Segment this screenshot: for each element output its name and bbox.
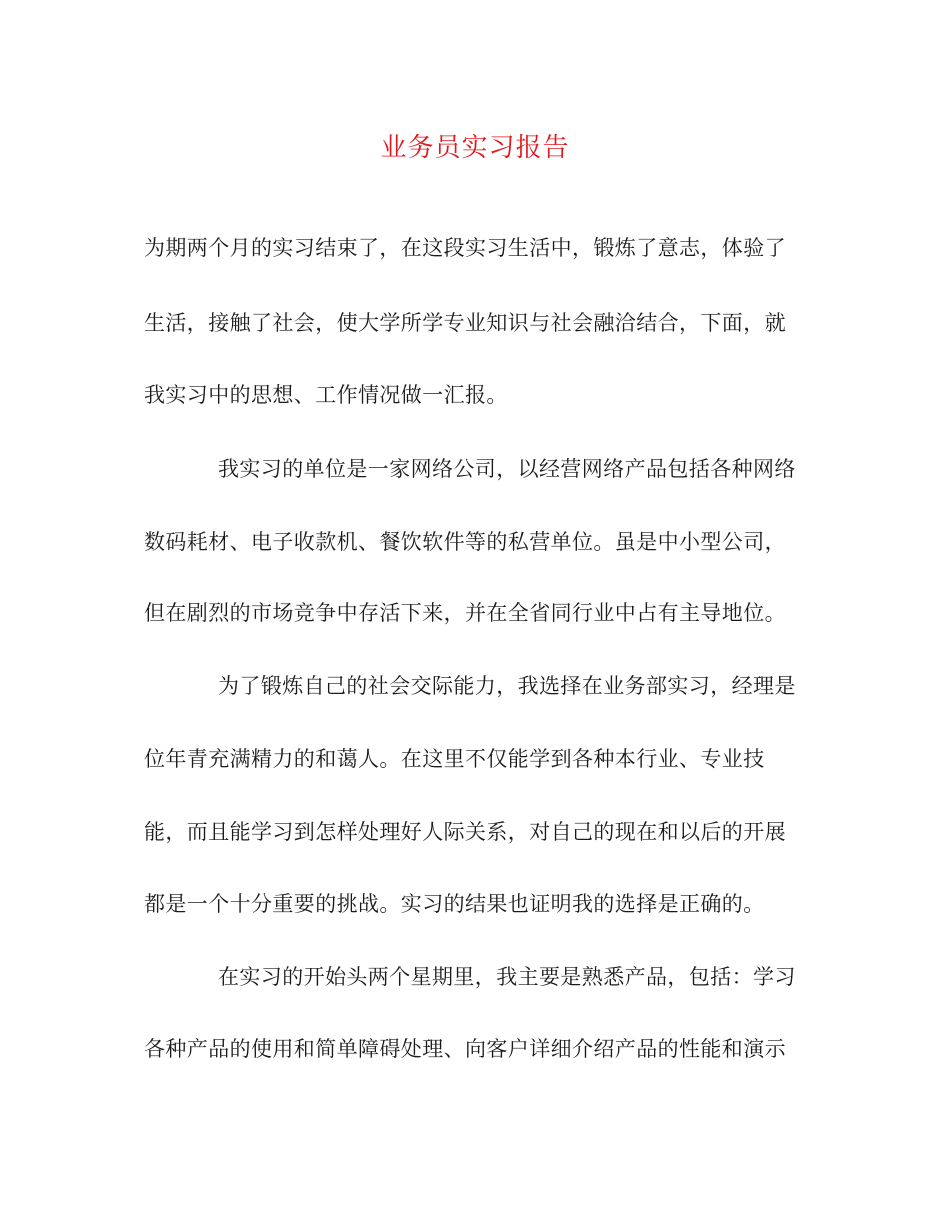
paragraph-line: 数码耗材、电子收款机、餐饮软件等的私营单位。虽是中小型公司， (144, 530, 786, 554)
paragraph-line: 位年青充满精力的和蔼人。在这里不仅能学到各种本行业、专业技 (144, 747, 765, 771)
paragraph-line: 为期两个月的实习结束了，在这段实习生活中，锻炼了意志，体验了 (144, 236, 786, 260)
paragraph-line: 但在剧烈的市场竞争中存活下来，并在全省同行业中占有主导地位。 (144, 601, 786, 625)
paragraph-line: 各种产品的使用和简单障碍处理、向客户详细介绍产品的性能和演示 (144, 1037, 786, 1061)
paragraph-line: 能，而且能学习到怎样处理好人际关系，对自己的现在和以后的开展 (144, 820, 786, 844)
paragraph-line: 在实习的开始头两个星期里，我主要是熟悉产品，包括：学习 (218, 965, 796, 989)
paragraph-line: 我实习的单位是一家网络公司，以经营网络产品包括各种网络 (218, 457, 796, 481)
paragraph-line: 都是一个十分重要的挑战。实习的结果也证明我的选择是正确的。 (144, 892, 765, 916)
paragraph-line: 为了锻炼自己的社会交际能力，我选择在业务部实习，经理是 (218, 674, 796, 698)
paragraph-line: 生活，接触了社会，使大学所学专业知识与社会融洽结合，下面，就 (144, 311, 786, 335)
document-title: 业务员实习报告 (380, 133, 570, 163)
paragraph-line: 我实习中的思想、工作情况做一汇报。 (144, 383, 508, 407)
